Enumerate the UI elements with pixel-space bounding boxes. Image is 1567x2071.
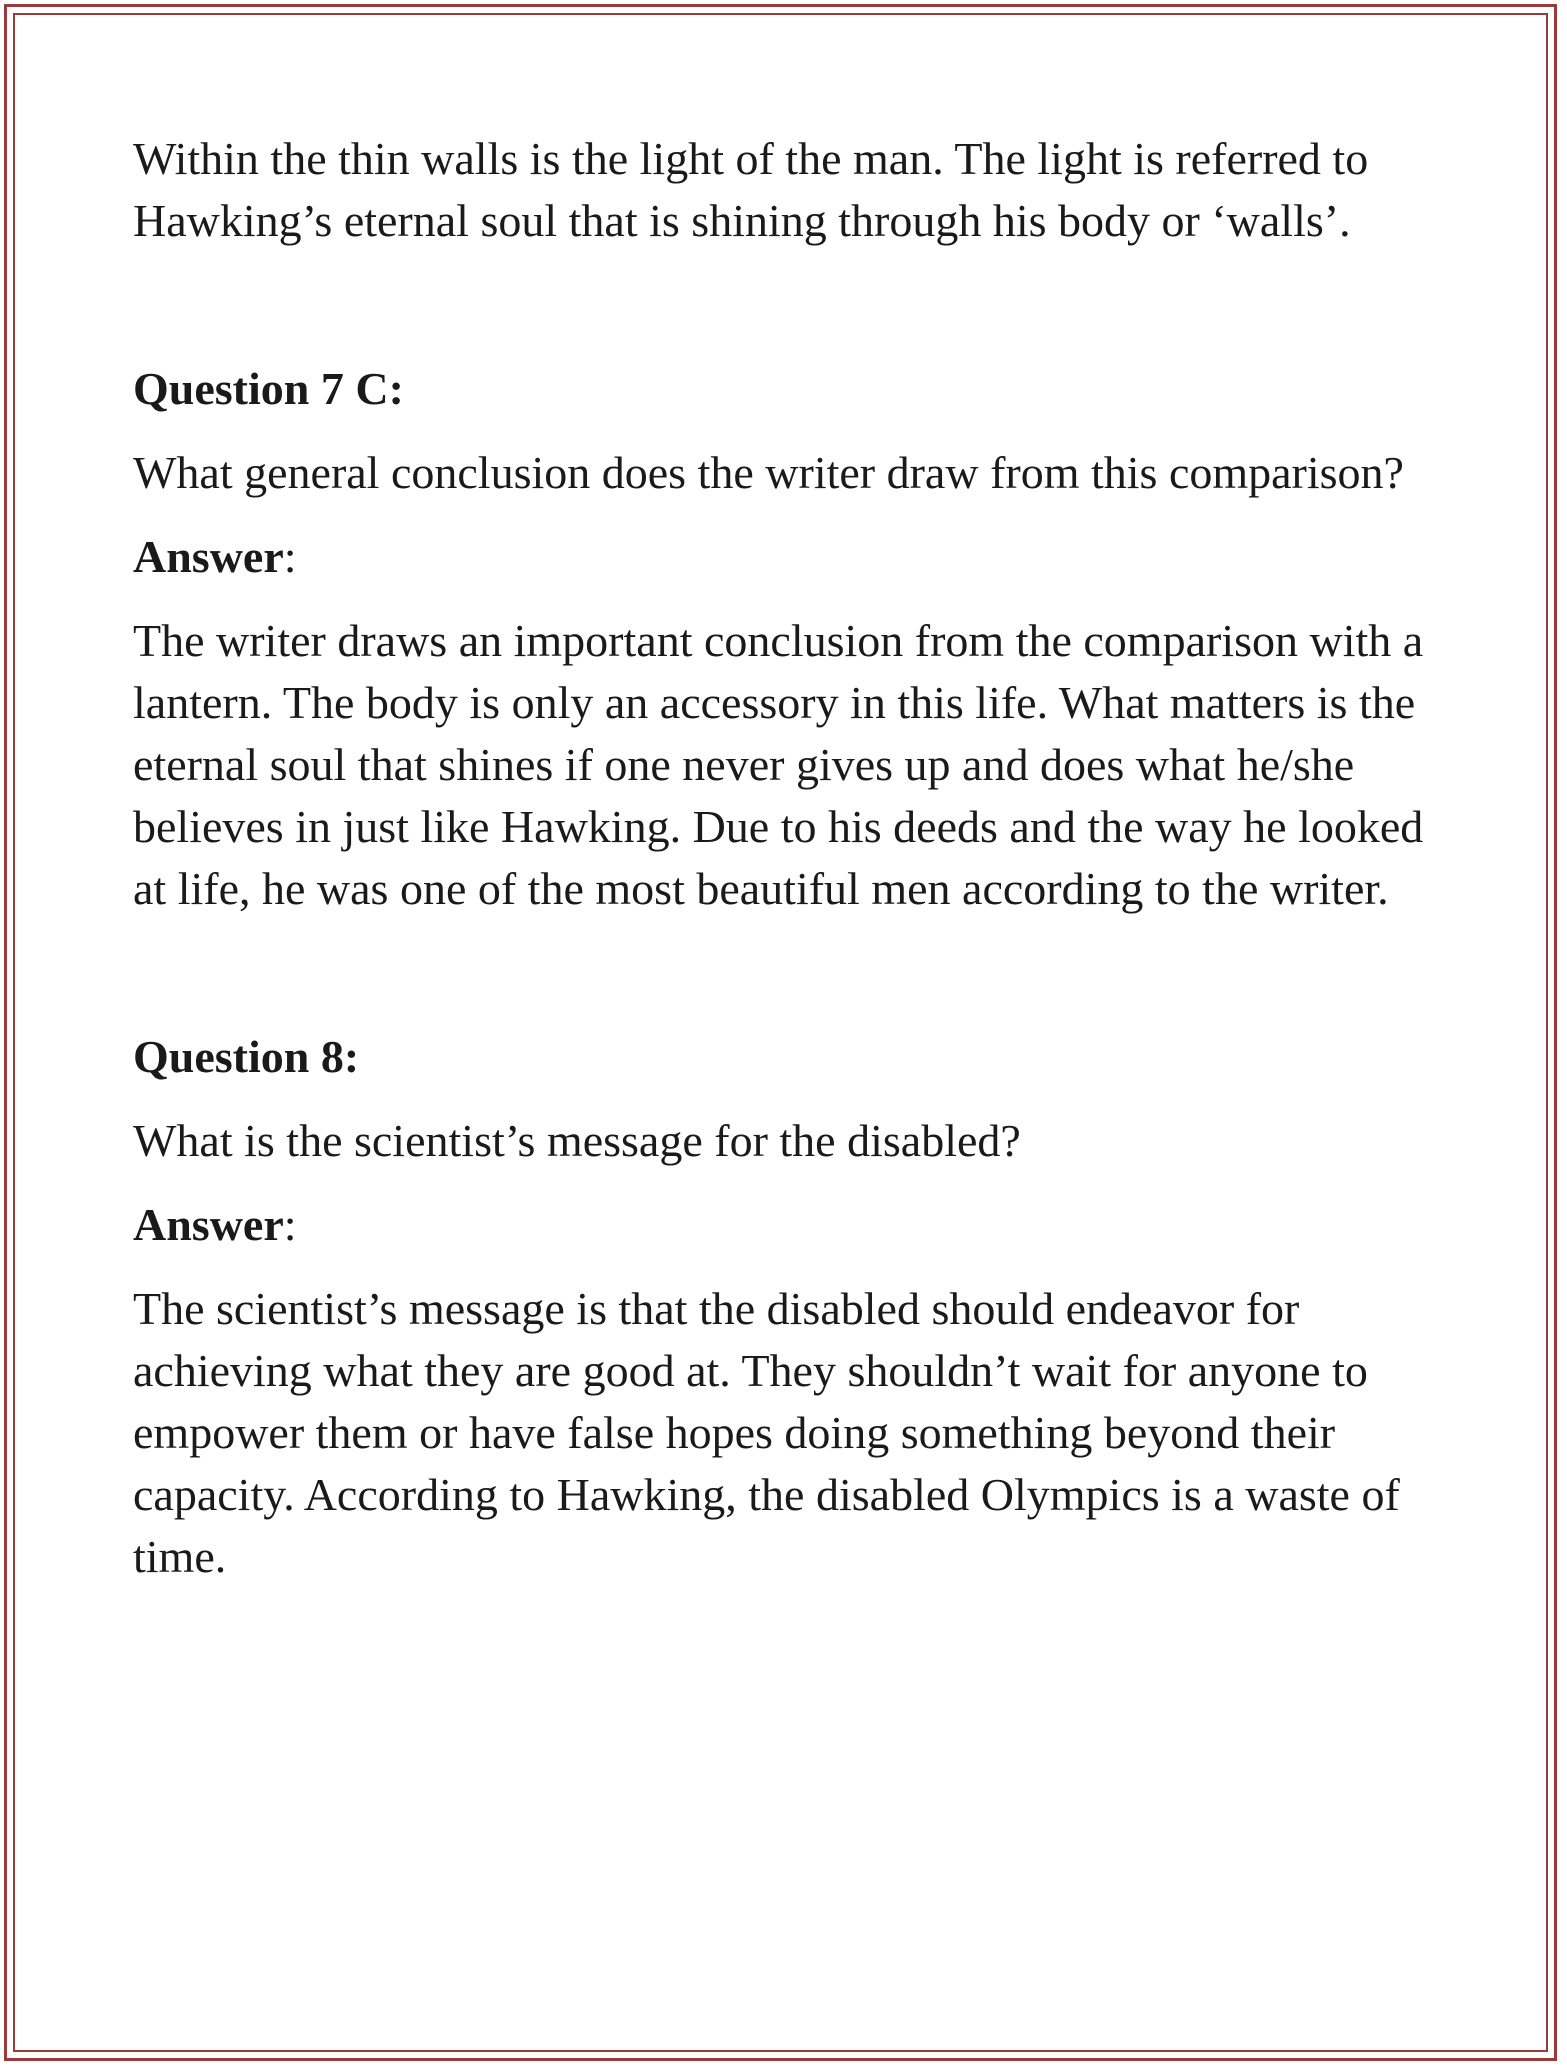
question-7c-answer-label [133,526,1453,588]
question-7c-heading: Question 7 C: [133,363,404,414]
question-8-section [133,1026,1453,1588]
question-7c-answer: The writer draws an important conclusion from the comparison with a lantern. The body is only an accessory in this life. What matters is the eternal soul that shines if one never gives up and does what he/she believes in just like Hawking. Due to his deeds and the way he looked at life, he was one of the most beautiful men according to the writer. [133,615,1424,914]
question-8-answer: The scientist’s message is that the disabled should endeavor for achieving what they are good at. They shouldn’t wait for anyone to empower them or have false hopes doing something beyond their capacity. According to Hawking, the disabled Olympics is a waste of time. [133,1283,1400,1582]
question-7c-section [133,358,1453,920]
question-8-answer-label [133,1194,1453,1256]
question-8-heading: Question 8: [133,1031,360,1082]
answer-label-colon: : [283,531,297,582]
answer-label-text: Answer [133,531,284,582]
question-8-text: What is the scientist’s message for the disabled? [133,1115,1021,1166]
intro-paragraph: Within the thin walls is the light of the man. The light is referred to Hawking’s eternal soul that is shining through his body or ‘walls’. [133,133,1369,246]
question-7c-text: What general conclusion does the writer draw from this comparison? [133,447,1404,498]
document-body [133,128,1453,1588]
answer-label-text: Answer [133,1199,284,1250]
answer-label-colon: : [283,1199,297,1250]
